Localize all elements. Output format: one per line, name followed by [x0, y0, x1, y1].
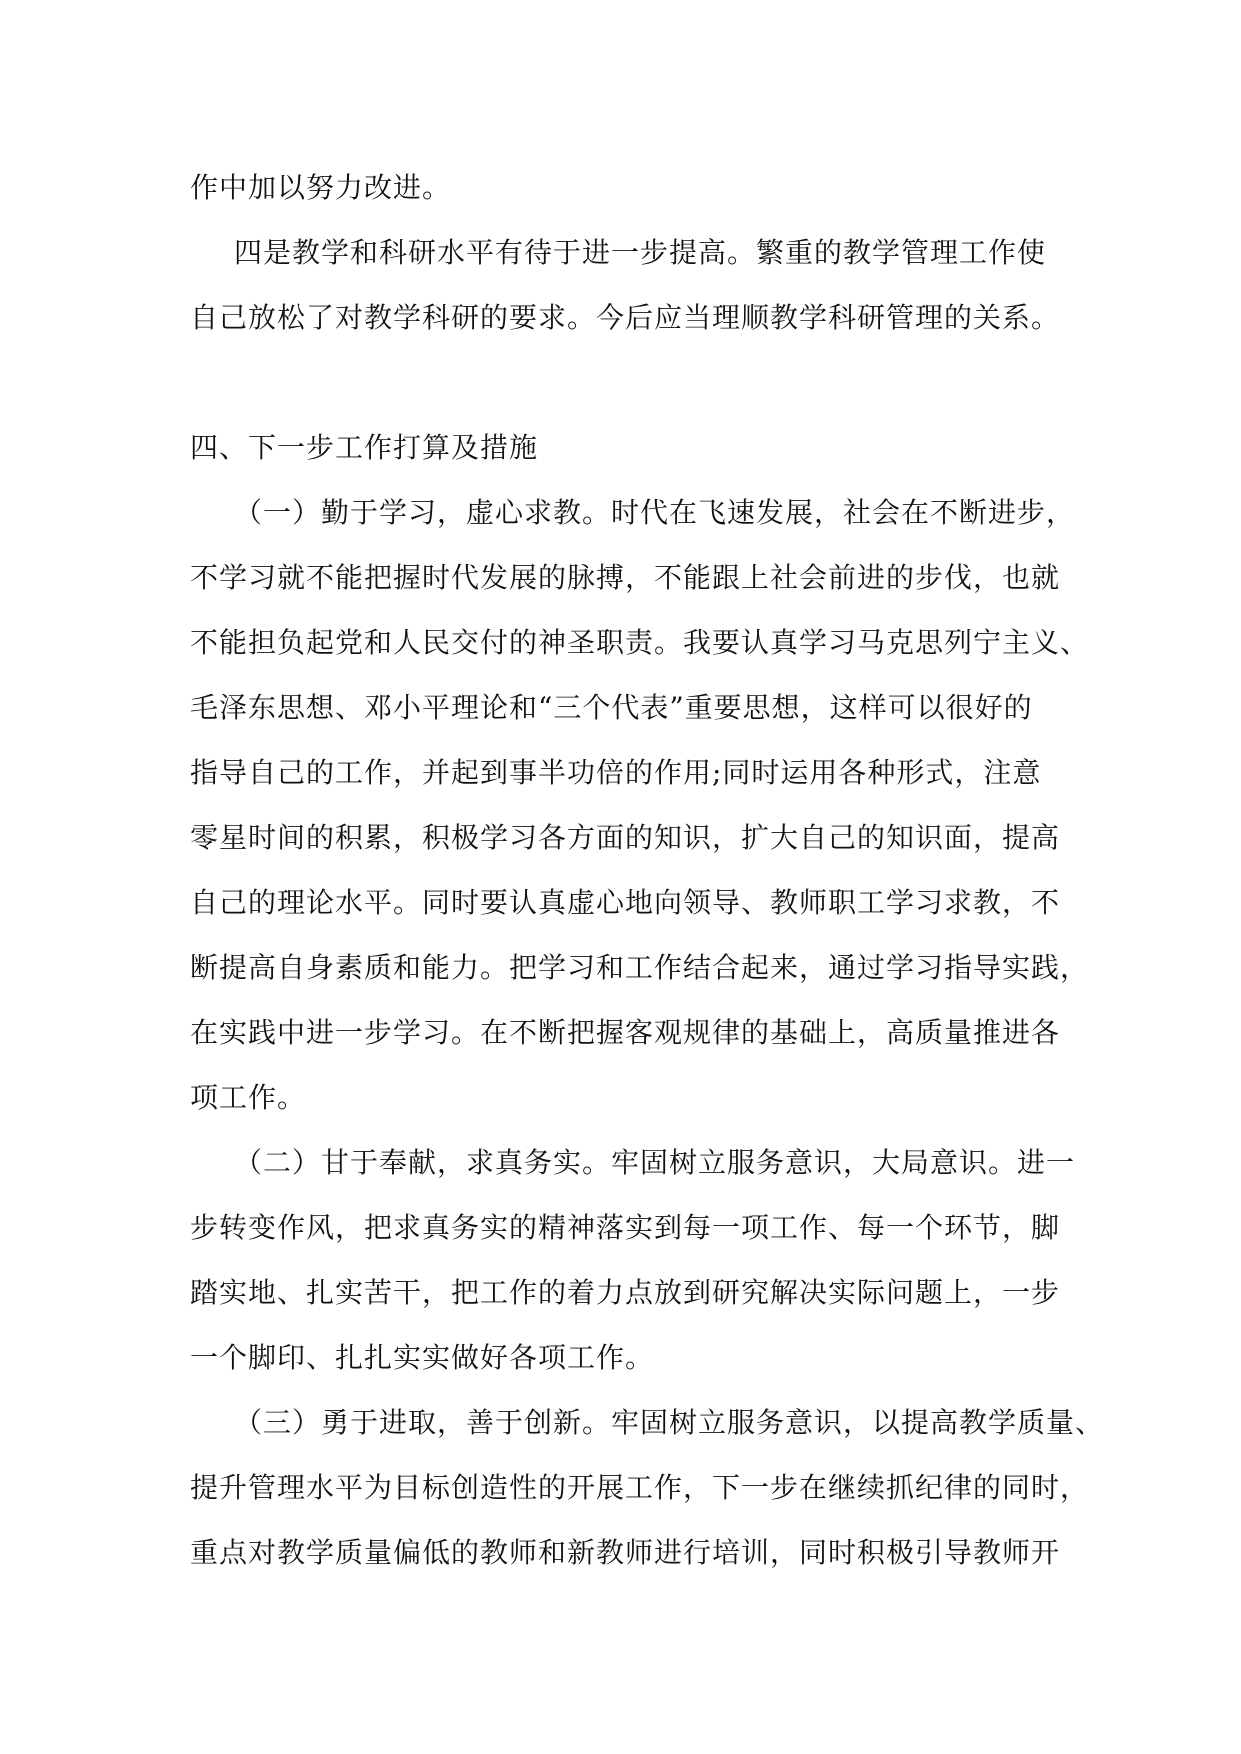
text-line: 自己放松了对教学科研的要求。今后应当理顺教学科研管理的关系。 — [190, 301, 1061, 334]
text-line: 踏实地、扎实苦干，把工作的着力点放到研究解决实际问题上，一步 — [190, 1276, 1061, 1309]
text-line: 提升管理水平为目标创造性的开展工作，下一步在继续抓纪律的同时， — [190, 1471, 1090, 1504]
text-line: 零星时间的积累，积极学习各方面的知识，扩大自己的知识面，提高 — [190, 821, 1061, 854]
paragraph-gap — [190, 350, 1070, 415]
text-line: 步转变作风，把求真务实的精神落实到每一项工作、每一个环节，脚 — [190, 1211, 1061, 1244]
text-line: 指导自己的工作，并起到事半功倍的作用;同时运用各种形式，注意 — [190, 756, 1042, 789]
section-heading: 四、下一步工作打算及措施 — [190, 431, 539, 464]
text-line: 自己的理论水平。同时要认真虚心地向领导、教师职工学习求教，不 — [190, 886, 1061, 919]
paragraph-start: （一）勤于学习，虚心求教。时代在飞速发展，社会在不断进步， — [234, 496, 1076, 529]
document-body — [190, 155, 1105, 1585]
text-line: 不学习就不能把握时代发展的脉搏，不能跟上社会前进的步伐，也就 — [190, 561, 1061, 594]
text-line: 重点对教学质量偏低的教师和新教师进行培训，同时积极引导教师开 — [190, 1536, 1061, 1569]
text-line: 项工作。 — [190, 1081, 307, 1114]
text-line: 不能担负起党和人民交付的神圣职责。我要认真学习马克思列宁主义、 — [190, 626, 1090, 659]
paragraph-start: 四是教学和科研水平有待于进一步提高。繁重的教学管理工作使 — [234, 236, 1047, 269]
text-line: 在实践中进一步学习。在不断把握客观规律的基础上，高质量推进各 — [190, 1016, 1061, 1049]
paragraph-start: （三）勇于进取，善于创新。牢固树立服务意识，以提高教学质量、 — [234, 1406, 1105, 1439]
text-line: 毛泽东思想、邓小平理论和“三个代表”重要思想，这样可以很好的 — [190, 691, 1033, 724]
paragraph-start: （二）甘于奉献，求真务实。牢固树立服务意识，大局意识。进一 — [234, 1146, 1076, 1179]
text-line: 作中加以努力改进。 — [190, 171, 452, 204]
text-line: 断提高自身素质和能力。把学习和工作结合起来，通过学习指导实践， — [190, 951, 1090, 984]
text-line: 一个脚印、扎扎实实做好各项工作。 — [190, 1341, 655, 1374]
